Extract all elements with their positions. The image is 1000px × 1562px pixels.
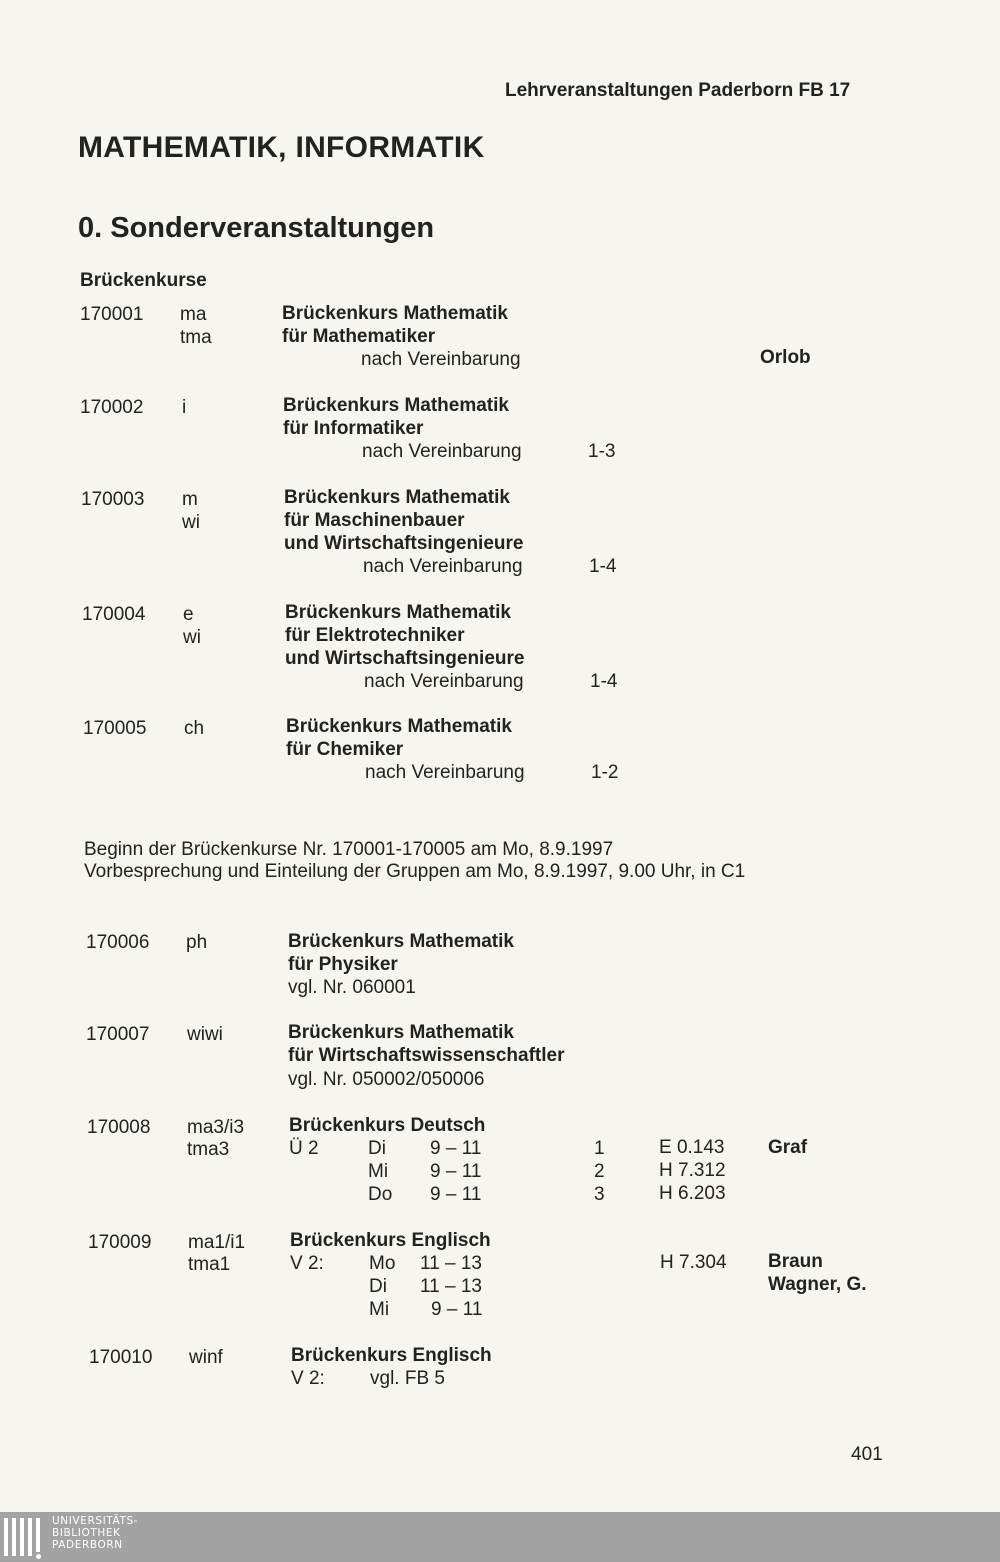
library-logo-text: [52, 1515, 138, 1551]
course-number: 170009: [88, 1232, 152, 1253]
lecturer: Wagner, G.: [768, 1274, 867, 1295]
time-slot: 9 – 11: [430, 1161, 482, 1182]
course-reference: vgl. Nr. 050002/050006: [288, 1069, 485, 1090]
course-code: wi: [183, 627, 201, 648]
room: H 6.203: [659, 1183, 726, 1204]
course-time: nach Vereinbarung: [365, 762, 525, 783]
course-time: nach Vereinbarung: [363, 556, 523, 577]
time-slot: 9 – 11: [431, 1299, 483, 1320]
weekday: Mi: [368, 1161, 389, 1182]
time-slot: 9 – 11: [430, 1184, 482, 1205]
course-title: und Wirtschaftsingenieure: [285, 648, 525, 669]
course-time: nach Vereinbarung: [362, 441, 522, 462]
weekday: Di: [368, 1138, 386, 1159]
weekday: Do: [368, 1184, 393, 1205]
course-title: Brückenkurs Mathematik: [284, 487, 510, 508]
logo-line: UNIVERSITÄTS-: [52, 1515, 139, 1527]
course-number: 170001: [80, 304, 144, 325]
course-title: für Maschinenbauer: [284, 510, 465, 531]
course-code: ph: [186, 932, 208, 953]
course-number: 170008: [87, 1117, 151, 1138]
course-number: 170007: [86, 1024, 150, 1045]
course-code: i: [182, 397, 187, 418]
course-title: für Elektrotechniker: [285, 625, 465, 646]
room: H 7.304: [660, 1252, 727, 1273]
course-number: 170002: [80, 397, 144, 418]
course-code: wiwi: [187, 1024, 223, 1045]
course-code: ch: [184, 718, 205, 739]
course-title: und Wirtschaftsingenieure: [284, 533, 524, 554]
course-number: 170006: [86, 932, 150, 953]
course-number: 170005: [83, 718, 147, 739]
group-number: 3: [594, 1184, 605, 1205]
course-type: V 2:: [291, 1368, 325, 1389]
course-code: tma: [180, 327, 212, 348]
lecturer: Braun: [768, 1251, 823, 1272]
course-title: für Physiker: [288, 954, 398, 975]
course-time: nach Vereinbarung: [361, 349, 521, 370]
course-code: ma1/i1: [188, 1232, 246, 1253]
course-number: 170003: [81, 489, 145, 510]
course-code: wi: [182, 512, 200, 533]
course-title: für Mathematiker: [282, 326, 436, 347]
course-title: Brückenkurs Mathematik: [288, 1022, 514, 1043]
group-number: 2: [594, 1161, 605, 1182]
course-title: Brückenkurs Mathematik: [286, 716, 512, 737]
course-title: Brückenkurs Deutsch: [289, 1115, 486, 1136]
library-footer: [0, 1512, 1000, 1562]
course-type: V 2:: [290, 1253, 324, 1274]
course-title: für Chemiker: [286, 739, 404, 760]
note-line: Vorbesprechung und Einteilung der Gruppen am Mo, 8.9.1997, 9.00 Uhr, in C1: [84, 861, 746, 882]
course-reference: vgl. Nr. 060001: [288, 977, 416, 998]
weekday: Mo: [369, 1253, 396, 1274]
group-number: 1: [594, 1138, 605, 1159]
group-range: 1-3: [588, 441, 616, 462]
course-title: Brückenkurs Mathematik: [282, 303, 508, 324]
course-title: Brückenkurs Mathematik: [283, 395, 509, 416]
subsection-heading: Brückenkurse: [80, 270, 207, 291]
section-heading: 0. Sonderveranstaltungen: [78, 212, 435, 244]
course-title: Brückenkurs Mathematik: [285, 602, 511, 623]
time-slot: 11 – 13: [420, 1253, 482, 1274]
course-title: für Informatiker: [283, 418, 424, 439]
group-range: 1-4: [590, 671, 618, 692]
lecturer: Orlob: [760, 347, 811, 368]
course-title: Brückenkurs Englisch: [290, 1230, 491, 1251]
logo-line: PADERBORN: [52, 1539, 123, 1551]
lecturer: Graf: [768, 1137, 808, 1158]
course-title: Brückenkurs Mathematik: [288, 931, 514, 952]
group-range: 1-4: [589, 556, 617, 577]
course-code: winf: [189, 1347, 223, 1368]
course-title: Brückenkurs Englisch: [291, 1345, 492, 1366]
note-line: Beginn der Brückenkurse Nr. 170001-170005 am Mo, 8.9.1997: [84, 839, 614, 860]
running-header: Lehrveranstaltungen Paderborn FB 17: [505, 80, 851, 101]
course-code: tma1: [188, 1254, 231, 1275]
time-slot: 9 – 11: [430, 1138, 482, 1159]
logo-line: BIBLIOTHEK: [52, 1527, 121, 1539]
course-code: m: [182, 489, 198, 510]
course-code: tma3: [187, 1139, 230, 1160]
time-slot: 11 – 13: [420, 1276, 482, 1297]
group-range: 1-2: [591, 762, 619, 783]
page-number: 401: [851, 1444, 883, 1465]
weekday: Di: [369, 1276, 387, 1297]
course-code: ma3/i3: [187, 1117, 245, 1138]
course-code: ma: [180, 304, 207, 325]
room: H 7.312: [659, 1160, 726, 1181]
course-reference: vgl. FB 5: [370, 1368, 445, 1389]
weekday: Mi: [369, 1299, 390, 1320]
room: E 0.143: [659, 1137, 725, 1158]
course-type: Ü 2: [289, 1138, 319, 1159]
course-code: e: [183, 604, 194, 625]
course-number: 170010: [89, 1347, 153, 1368]
page-title: MATHEMATIK, INFORMATIK: [78, 131, 485, 164]
course-number: 170004: [82, 604, 146, 625]
course-time: nach Vereinbarung: [364, 671, 524, 692]
course-title: für Wirtschaftswissenschaftler: [288, 1045, 565, 1066]
